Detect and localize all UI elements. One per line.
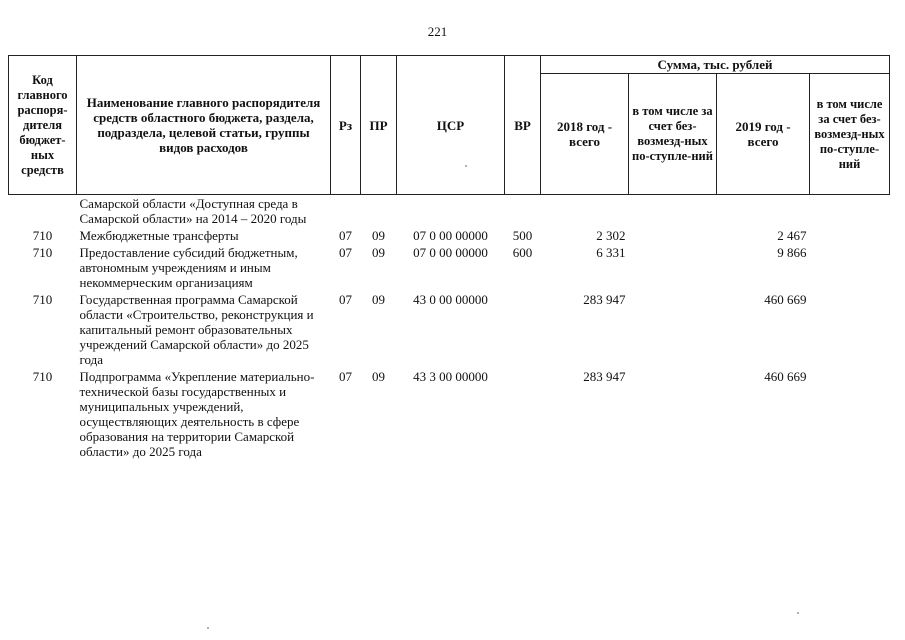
table-header: [9, 56, 890, 195]
header-csr: ЦСР: [397, 56, 505, 195]
row-name: Межбюджетные трансферты: [79, 228, 239, 243]
row-vr: 500: [512, 228, 533, 243]
page-number: 221: [427, 24, 448, 39]
header-vr: ВР: [505, 56, 541, 195]
row-vr: [505, 291, 541, 368]
row-pr: 09: [372, 292, 385, 307]
table-row: [9, 244, 890, 291]
row-vr: 600: [512, 245, 533, 260]
row-rz: 07: [339, 292, 352, 307]
header-name: Наименование главного распорядителя средств областного бюджета, раздела, подраздела, целевой статьи, группы видов расходов: [77, 56, 331, 195]
scan-speck: [207, 627, 209, 629]
header-2018-free: в том числе за счет без-возмезд-ных по-ступле-ний: [629, 74, 717, 195]
row-2018-free: [629, 244, 717, 291]
budget-table: [8, 55, 890, 460]
row-code: [9, 195, 77, 228]
row-rz: 07: [339, 245, 352, 260]
row-2018-free: [629, 368, 717, 460]
row-2018-free: [629, 291, 717, 368]
row-2019-free: [810, 244, 890, 291]
row-2019-total: 460 669: [764, 292, 807, 307]
row-2019-free: [810, 227, 890, 244]
row-pr: 09: [372, 228, 385, 243]
row-pr: 09: [372, 245, 385, 260]
row-csr: 07 0 00 00000: [413, 228, 488, 243]
row-name: Подпрограмма «Укрепление материально-технической базы государственных и муниципальных учреждений, осуществляющих деятельность в сфере образования на территории Самарской области» до 2025 года: [79, 369, 315, 459]
row-vr: [505, 195, 541, 228]
header-code: Код главного распоря-дителя бюджет-ных средств: [9, 56, 77, 195]
row-2018-total: 283 947: [583, 292, 626, 307]
row-2018-free: [629, 195, 717, 228]
row-rz: [331, 195, 361, 228]
table-body: [9, 195, 890, 461]
row-csr: 43 0 00 00000: [413, 292, 488, 307]
row-2018-total: 6 331: [596, 245, 626, 260]
row-code: 710: [32, 245, 53, 260]
row-code: 710: [32, 228, 53, 243]
table-row: [9, 227, 890, 244]
row-csr: 43 3 00 00000: [413, 369, 488, 384]
row-2019-total: 9 866: [777, 245, 807, 260]
row-code: 710: [32, 292, 53, 307]
row-csr: [397, 195, 505, 228]
scan-speck: [797, 612, 799, 614]
row-code: 710: [32, 369, 53, 384]
row-rz: 07: [339, 369, 352, 384]
row-2019-free: [810, 368, 890, 460]
row-2019-total: 2 467: [777, 228, 807, 243]
header-2018-total: 2018 год - всего: [541, 74, 629, 195]
row-name: Государственная программа Самарской области «Строительство, реконструкция и капитальный ремонт образовательных учреждений Самарской области» до 2025 года: [79, 292, 314, 367]
table-row: [9, 291, 890, 368]
row-2018-total: [541, 195, 629, 228]
table-row: [9, 368, 890, 460]
row-name: Предоставление субсидий бюджетным, автономным учреждениям и иным некоммерческим организациям: [79, 245, 298, 290]
header-sum-group: Сумма, тыс. рублей: [541, 56, 890, 74]
row-2019-total: 460 669: [764, 369, 807, 384]
row-pr: 09: [372, 369, 385, 384]
header-rz: Рз: [331, 56, 361, 195]
header-pr: ПР: [361, 56, 397, 195]
row-2019-free: [810, 195, 890, 228]
row-2019-free: [810, 291, 890, 368]
row-2018-free: [629, 227, 717, 244]
header-2019-total: 2019 год - всего: [717, 74, 810, 195]
row-2019-total: [717, 195, 810, 228]
header-2019-free: в том числе за счет без-возмезд-ных по-ступле-ний: [810, 74, 890, 195]
row-name: Самарской области «Доступная среда в Самарской области» на 2014 – 2020 годы: [79, 196, 307, 226]
row-vr: [505, 368, 541, 460]
row-2018-total: 283 947: [583, 369, 626, 384]
row-2018-total: 2 302: [596, 228, 626, 243]
row-pr: [361, 195, 397, 228]
table-row: [9, 195, 890, 228]
scan-speck: [465, 165, 467, 167]
row-csr: 07 0 00 00000: [413, 245, 488, 260]
row-rz: 07: [339, 228, 352, 243]
